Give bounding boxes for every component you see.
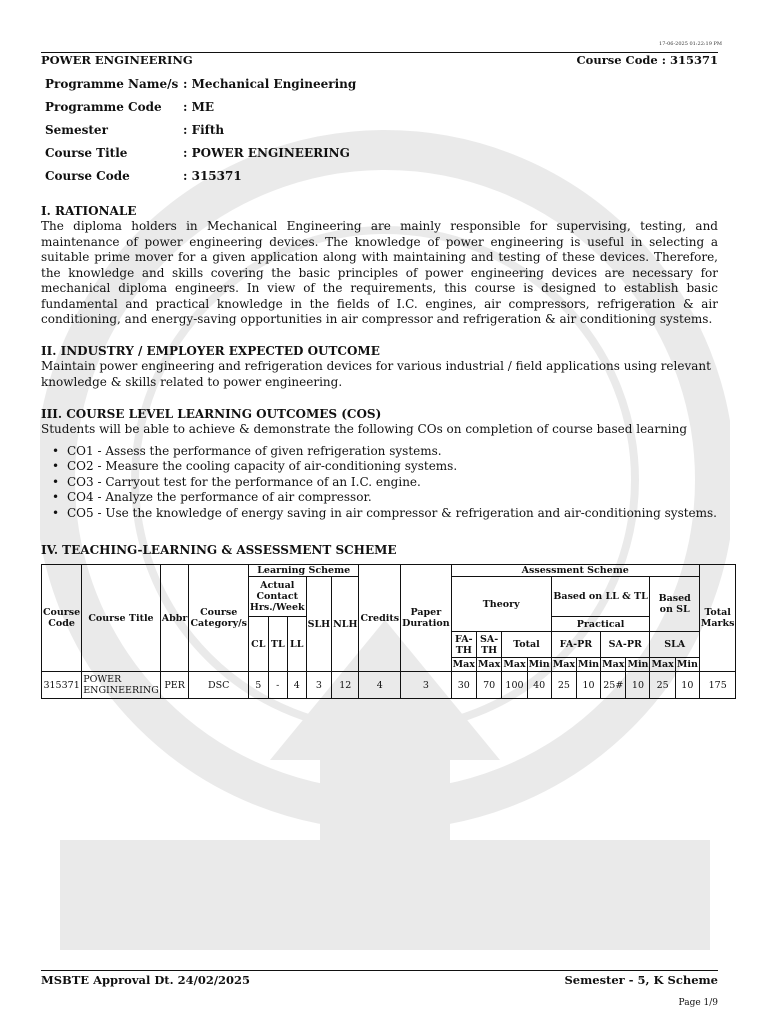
- th-min: Min: [578, 659, 600, 670]
- page-number: Page 1/9: [678, 998, 718, 1008]
- course-outcomes-list: [52, 444, 718, 522]
- info-value: : POWER ENGINEERING: [183, 145, 350, 160]
- th-practical: Practical: [551, 617, 650, 632]
- th-based-sl: Based on SL: [650, 577, 699, 632]
- th-max: Max: [552, 659, 576, 670]
- header-course-code: Course Code : 315371: [576, 53, 718, 67]
- scheme-section: [41, 542, 718, 558]
- industry-outcome-heading: II. INDUSTRY / EMPLOYER EXPECTED OUTCOME: [41, 344, 380, 358]
- table-cell: 70: [476, 672, 501, 699]
- th-theory: Theory: [451, 577, 551, 632]
- th-abbr: Abbr: [160, 565, 189, 672]
- info-label: Programme Code: [45, 99, 162, 114]
- table-cell: 315371: [42, 672, 82, 699]
- th-max: Max: [452, 659, 475, 670]
- document-footer: [41, 970, 718, 987]
- th-assessment-scheme: Assessment Scheme: [451, 565, 699, 577]
- table-cell: -: [268, 672, 287, 699]
- info-row: [45, 118, 356, 141]
- info-value: : ME: [183, 99, 215, 114]
- table-cell: 3: [306, 672, 332, 699]
- info-value: : 315371: [183, 168, 242, 183]
- table-cell: 10: [626, 672, 650, 699]
- th-ll: LL: [287, 617, 306, 672]
- programme-info-table: [45, 72, 356, 187]
- th-min: Min: [676, 659, 698, 670]
- course-outcomes-heading: III. COURSE LEVEL LEARNING OUTCOMES (COS): [41, 407, 382, 421]
- header-course-name: POWER ENGINEERING: [41, 53, 193, 67]
- table-cell: 3: [401, 672, 452, 699]
- teaching-assessment-scheme-table: [41, 564, 736, 699]
- th-contact-hours: Actual Contact Hrs./Week: [248, 577, 306, 617]
- rationale-heading: I. RATIONALE: [41, 204, 137, 218]
- print-timestamp: 17-06-2025 01:22:19 PM: [659, 41, 722, 47]
- info-label: Course Code: [45, 168, 130, 183]
- info-label: Programme Name/s: [45, 76, 179, 91]
- info-label: Semester: [45, 122, 108, 137]
- table-cell: 25: [551, 672, 576, 699]
- th-sla: SLA: [650, 632, 699, 658]
- info-value: : Fifth: [183, 122, 225, 137]
- scheme-heading: IV. TEACHING-LEARNING & ASSESSMENT SCHEME: [41, 543, 397, 557]
- footer-approval-date: MSBTE Approval Dt. 24/02/2025: [41, 973, 251, 987]
- th-category: Course Category/s: [189, 565, 248, 672]
- th-total: Total: [502, 632, 551, 658]
- info-row: [45, 141, 356, 164]
- table-cell: POWER ENGINEERING: [82, 672, 161, 699]
- info-row: [45, 95, 356, 118]
- th-cl: CL: [248, 617, 268, 672]
- table-cell: 25#: [601, 672, 626, 699]
- table-cell: PER: [160, 672, 189, 699]
- table-cell: 4: [287, 672, 306, 699]
- th-min: Min: [528, 659, 550, 670]
- table-cell: 25: [650, 672, 675, 699]
- list-item: • CO3 - Carryout test for the performance of an I.C. engine.: [52, 475, 718, 491]
- rationale-section: [41, 203, 718, 328]
- course-outcomes-intro: Students will be able to achieve & demonstrate the following COs on completion of course based learning: [41, 422, 688, 436]
- table-cell: 40: [527, 672, 551, 699]
- th-max: Max: [477, 659, 501, 670]
- course-outcomes-section: [41, 406, 718, 521]
- info-label: Course Title: [45, 145, 128, 160]
- th-course-title: Course Title: [82, 565, 161, 672]
- th-nlh: NLH: [332, 577, 359, 672]
- industry-outcome-section: [41, 343, 718, 390]
- th-max: Max: [503, 659, 526, 670]
- info-value: : Mechanical Engineering: [183, 76, 357, 91]
- th-course-code: Course Code: [42, 565, 82, 672]
- table-cell: 100: [502, 672, 527, 699]
- th-based-ll-tl: Based on LL & TL: [551, 577, 650, 617]
- th-max: Max: [651, 659, 674, 670]
- th-learning-scheme: Learning Scheme: [248, 565, 359, 577]
- th-sa-pr: SA-PR: [601, 632, 650, 658]
- table-cell: 4: [359, 672, 401, 699]
- list-item: • CO1 - Assess the performance of given refrigeration systems.: [52, 444, 718, 460]
- th-total-marks: Total Marks: [699, 565, 736, 672]
- footer-semester-scheme: Semester - 5, K Scheme: [564, 973, 718, 987]
- th-slh: SLH: [306, 577, 332, 672]
- table-row: [42, 672, 736, 699]
- th-sa-th: SA-TH: [476, 632, 501, 658]
- table-cell: 12: [332, 672, 359, 699]
- table-cell: DSC: [189, 672, 248, 699]
- info-row: [45, 72, 356, 95]
- table-cell: 10: [577, 672, 601, 699]
- list-item: • CO4 - Analyze the performance of air compressor.: [52, 490, 718, 506]
- th-fa-th: FA-TH: [451, 632, 476, 658]
- th-max: Max: [602, 659, 625, 670]
- table-cell: 5: [248, 672, 268, 699]
- table-cell: 10: [675, 672, 699, 699]
- table-cell: 30: [451, 672, 476, 699]
- th-credits: Credits: [359, 565, 401, 672]
- info-row: [45, 164, 356, 187]
- list-item: • CO2 - Measure the cooling capacity of air-conditioning systems.: [52, 459, 718, 475]
- table-cell: 175: [699, 672, 736, 699]
- th-fa-pr: FA-PR: [551, 632, 600, 658]
- list-item: • CO5 - Use the knowledge of energy saving in air compressor & refrigeration and air-conditioning systems.: [52, 506, 718, 522]
- th-min: Min: [627, 659, 649, 670]
- rationale-text: The diploma holders in Mechanical Engineering are mainly responsible for supervising, testing, and maintenance of power engineering devices. The knowledge of power engineering is useful in selecting a suitable prime mover for a given application along with maintaining and testing of these devices. Therefore, the knowledge and skills covering the basic principles of power engineering devices are necessary for mechanical diploma engineers. In view of the requirements, this course is designed to establish basic fundamental and practical knowledge in the fields of I.C. engines, air compressors, refrigeration & air conditioning, and energy-saving opportunities in air compressor and refrigeration & air conditioning systems.: [41, 219, 718, 326]
- document-header: [41, 52, 718, 67]
- industry-outcome-text: Maintain power engineering and refrigeration devices for various industrial / field applications using relevant knowledge & skills related to power engineering.: [41, 359, 711, 389]
- th-paper-duration: Paper Duration: [401, 565, 452, 672]
- th-tl: TL: [268, 617, 287, 672]
